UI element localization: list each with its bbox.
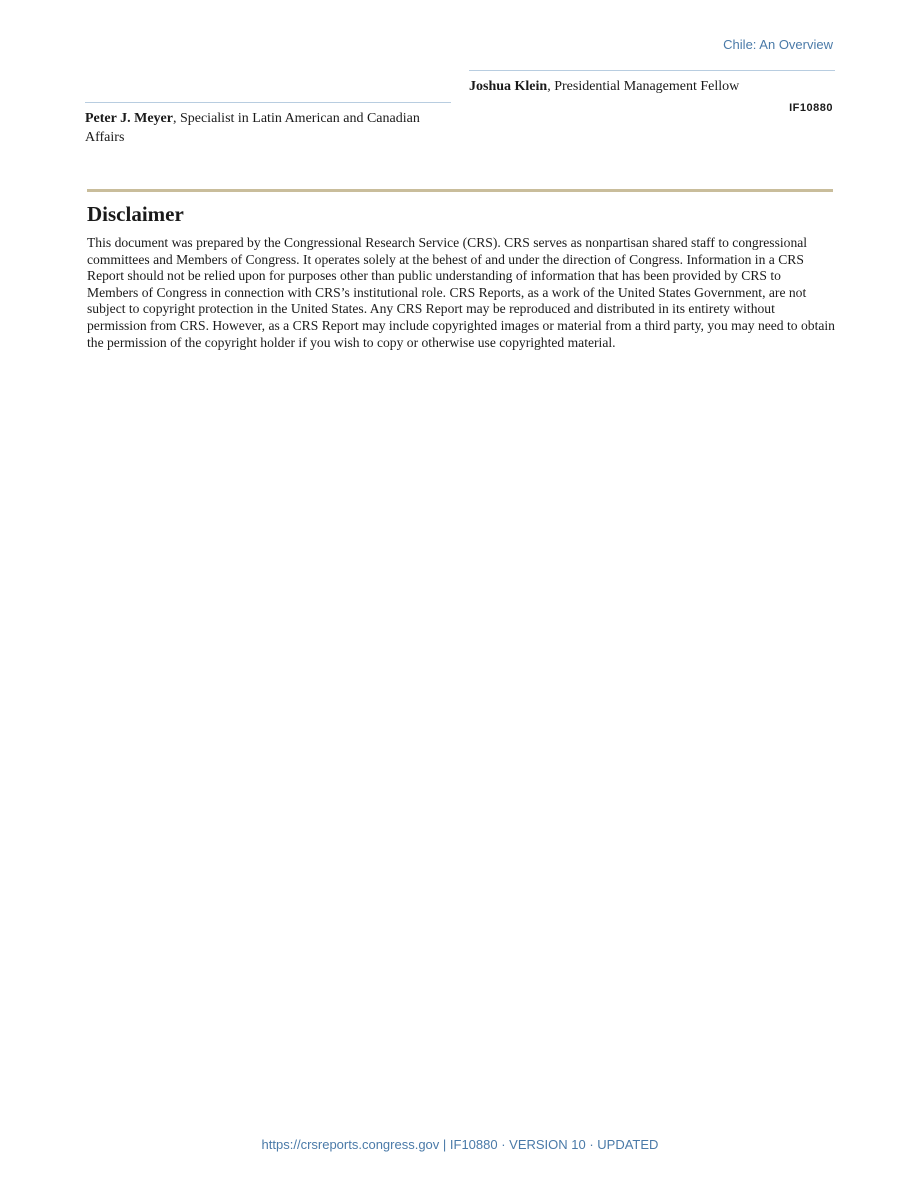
section-divider	[87, 189, 833, 192]
author-block-meyer	[85, 102, 451, 147]
author-rule	[469, 70, 835, 71]
author-title: , Presidential Management Fellow	[547, 79, 740, 94]
report-id: IF10880	[789, 102, 833, 114]
disclaimer-body: This document was prepared by the Congressional Research Service (CRS). CRS serves as nonpartisan shared staff to congressional committees and Members of Congress. It operates solely at the behest of and under the direction of Congress. Information in a CRS Report should not be relied upon for purposes other than public understanding of information that has been provided by CRS to Members of Congress in connection with CRS’s institutional role. CRS Reports, as a work of the United States Government, are not subject to copyright protection in the United States. Any CRS Report may be reproduced and distributed in its entirety without permission from CRS. However, as a CRS Report may include copyrighted images or material from a third party, you may need to obtain the permission of the copyright holder if you wish to copy or otherwise use copyrighted material.	[87, 235, 835, 350]
author-title: , Specialist in Latin American and Canadian Affairs	[85, 111, 420, 145]
running-head-title: Chile: An Overview	[723, 37, 833, 52]
author-rule	[85, 102, 451, 103]
author-name: Peter J. Meyer	[85, 111, 173, 126]
footer-link[interactable]: https://crsreports.congress.gov | IF10880 · VERSION 10 · UPDATED	[261, 1137, 659, 1152]
author-block-klein	[469, 70, 835, 96]
disclaimer-heading: Disclaimer	[87, 202, 184, 226]
author-name: Joshua Klein	[469, 79, 548, 94]
